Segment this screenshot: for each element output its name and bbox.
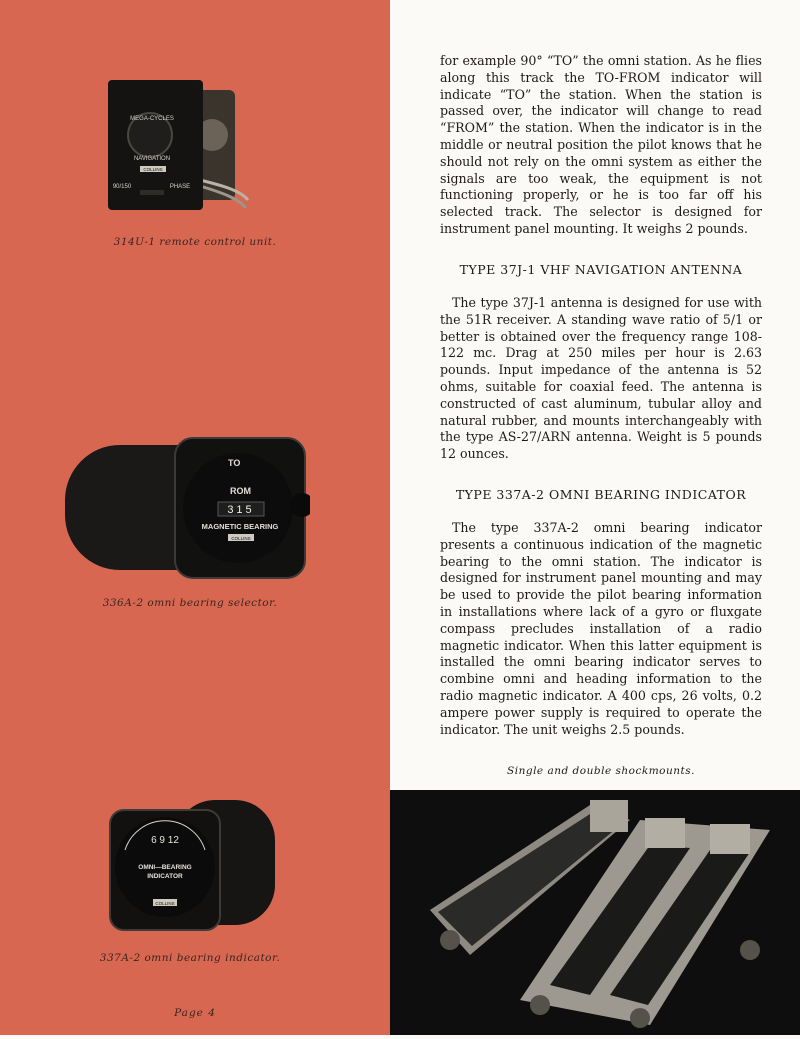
- caption-omni-selector: 336A-2 omni bearing selector.: [102, 597, 278, 609]
- shock-absorber: [630, 1008, 650, 1028]
- section-heading-indicator: TYPE 337A-2 OMNI BEARING INDICATOR: [455, 487, 747, 502]
- omni-bearing-indicator-photo: [105, 795, 280, 935]
- selector-mid-text: ROM: [230, 486, 251, 496]
- indicator-label-1: OMNI—BEARING: [138, 864, 192, 871]
- selector-label: MAGNETIC BEARING: [201, 522, 279, 531]
- shockmount-caption: Single and double shockmounts.: [507, 765, 695, 777]
- phase-switch: [140, 190, 164, 195]
- indicator-logo: COLLINS: [155, 901, 175, 906]
- indicator-paragraph: The type 337A-2 omni bearing indicator presents a continuous indication of the magnetic bearing to the omni station. The indicator is designed for instrument panel mounting and may be used to provide the pilot bearing information in installations where lack of a gyro or fluxgate compass precludes installation of a radio magnetic indicator. When this latter equipment is installed the omni bearing indicator serves to combine omni and heading information to the radio magnetic indicator. A 400 cps, 26 volts, 0.2 ampere power supply is required to operate the indicator. The unit weighs 2.5 pounds.: [440, 520, 762, 737]
- caption-omni-indicator: 337A-2 omni bearing indicator.: [99, 952, 281, 964]
- section-heading-antenna: TYPE 37J-1 VHF NAVIGATION ANTENNA: [459, 262, 743, 277]
- shock-absorber: [530, 995, 550, 1015]
- double-shockmount-latch-1: [645, 818, 685, 848]
- shock-absorber: [440, 930, 460, 950]
- shockmounts-illustration: [390, 790, 800, 1035]
- indicator-label-2: INDICATOR: [147, 873, 183, 880]
- selector-logo: COLLINS: [231, 536, 251, 541]
- shockmounts-photo: [390, 790, 800, 1035]
- selector-digits: 315: [227, 504, 255, 516]
- page-number: Page 4: [174, 1007, 216, 1019]
- omni-bearing-selector-photo: [60, 430, 310, 580]
- remote-label-left: 90/150: [112, 184, 132, 190]
- remote-control-unit-photo: [100, 80, 250, 215]
- remote-label-right: PHASE: [169, 184, 191, 190]
- selector-top-text: TO: [228, 458, 241, 468]
- remote-label-mid: NAVIGATION: [133, 156, 171, 162]
- intro-paragraph: for example 90° “TO” the omni station. As he flies along this track the TO-FROM indicator will indicate “TO” the station. When the station is passed over, the indicator will change to read “FROM” the station. When the indicator is in the middle or neutral position the pilot knows that he should not rely on the omni system as either the signals are too weak, the equipment is not functioning properly, or he is too far off his selected track. The selector is designed for instrument panel mounting. It weighs 2 pounds.: [440, 53, 762, 236]
- remote-logo: COLLINS: [143, 167, 163, 172]
- indicator-scale: 6 9 12: [151, 835, 179, 846]
- double-shockmount-latch-2: [710, 824, 750, 854]
- single-shockmount-latch: [590, 800, 628, 832]
- caption-remote-control: 314U-1 remote control unit.: [113, 236, 277, 248]
- antenna-paragraph: The type 37J-1 antenna is designed for use with the 51R receiver. A standing wave ratio of 5/1 or better is obtained over the frequency range 108-122 mc. Drag at 250 miles per hour is 2.63 pounds. Input impedance of the antenna is 52 ohms, suitable for coaxial feed. The antenna is constructed of cast aluminum, tubular alloy and natural rubber, and mounts interchangeably with the type AS-27/ARN antenna. Weight is 5 pounds 12 ounces.: [440, 295, 762, 462]
- remote-label-top: MEGA-CYCLES: [130, 116, 174, 122]
- shock-absorber: [740, 940, 760, 960]
